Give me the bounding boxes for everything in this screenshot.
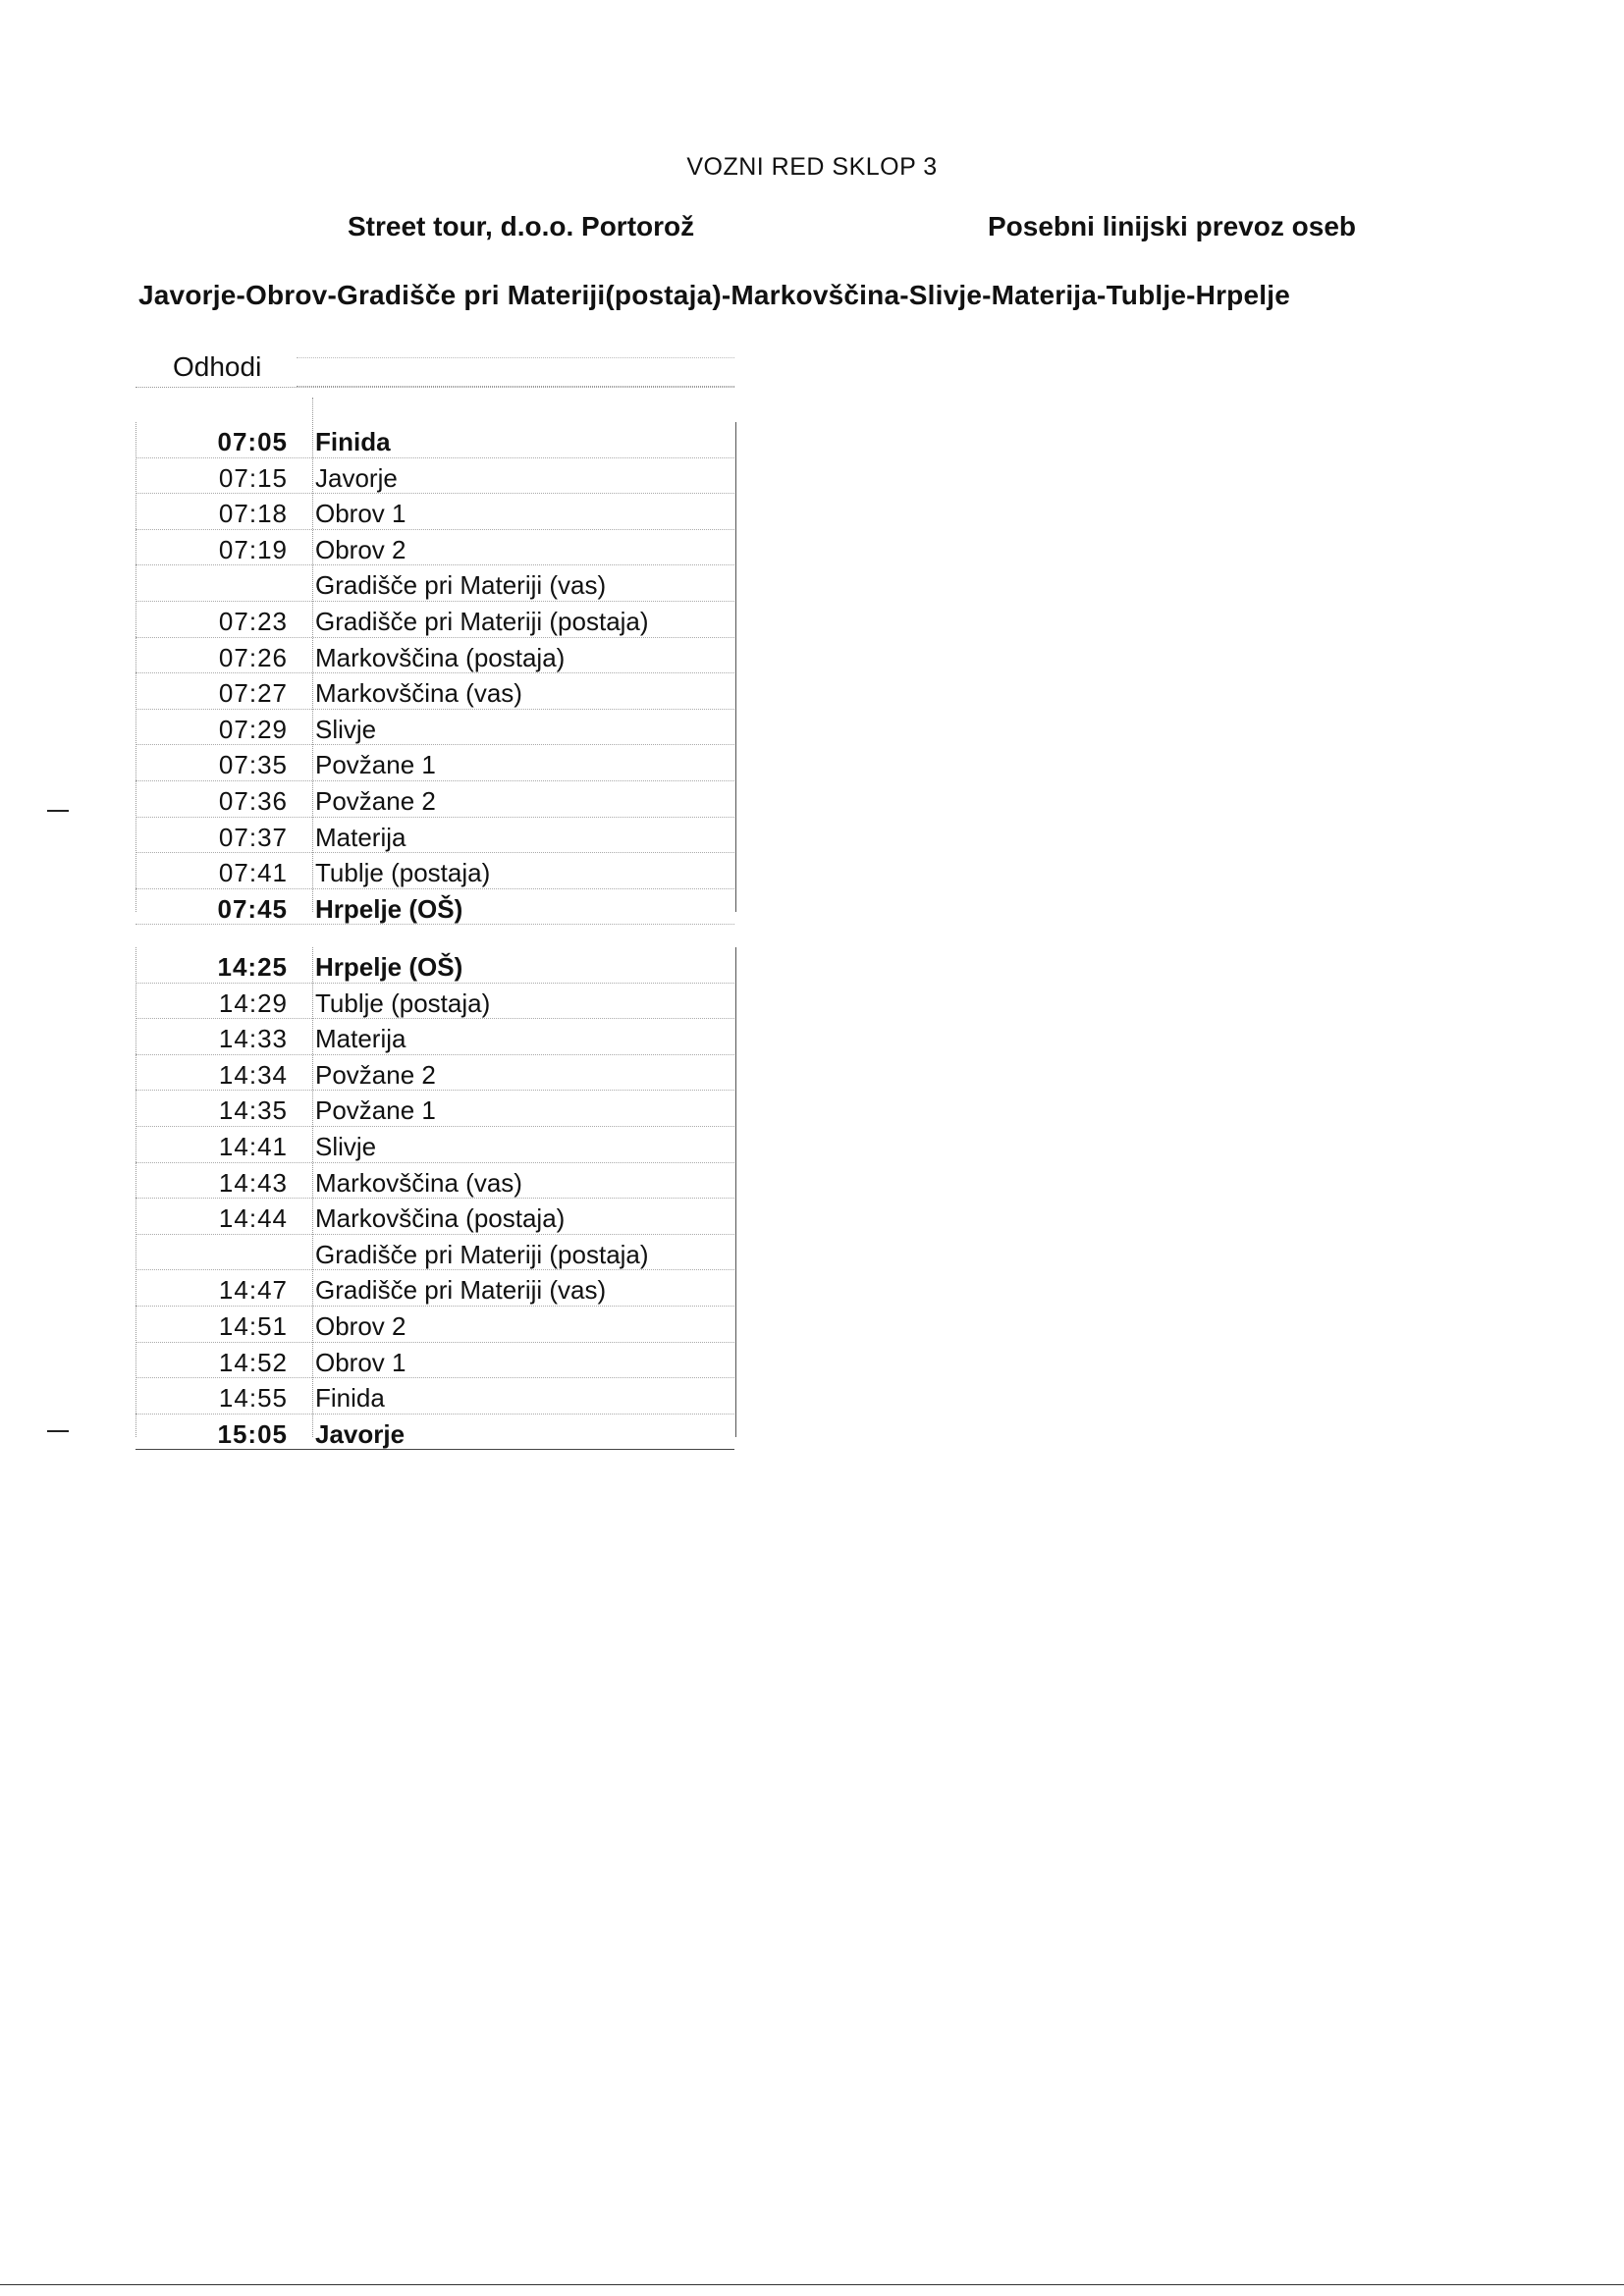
departure-time: 14:55	[218, 1383, 288, 1414]
stop-name: Materija	[315, 822, 406, 852]
table-row	[135, 565, 734, 602]
stop-name: Povžane 2	[315, 1059, 436, 1090]
departure-time: 14:35	[218, 1095, 288, 1126]
departure-time: 07:45	[217, 893, 288, 924]
stop-name: Gradišče pri Materiji (postaja)	[315, 606, 649, 636]
table-row	[135, 638, 734, 674]
stop-name: Materija	[315, 1024, 406, 1054]
table-header-box	[297, 357, 734, 387]
page-bottom-line	[0, 2284, 1624, 2285]
margin-mark-upper	[47, 810, 69, 812]
table-row	[135, 673, 734, 710]
departure-time: 14:25	[217, 952, 288, 982]
table-row	[135, 781, 734, 818]
stop-name: Finida	[315, 427, 391, 456]
table-row	[135, 1378, 734, 1415]
company-name: Street tour, d.o.o. Portorož	[348, 211, 695, 241]
morning-timetable	[135, 422, 734, 925]
table-row	[135, 1235, 734, 1271]
stop-name: Javorje	[315, 462, 398, 493]
departure-time: 07:27	[218, 678, 288, 709]
stop-name: Gradišče pri Materiji (vas)	[315, 570, 607, 601]
departure-time: 14:47	[218, 1275, 288, 1306]
departure-time: 14:33	[218, 1024, 288, 1054]
table-row	[135, 853, 734, 889]
departure-time: 14:43	[218, 1167, 288, 1198]
stop-name: Javorje	[315, 1418, 406, 1449]
departure-time: 14:41	[218, 1131, 288, 1161]
departure-time: 07:18	[218, 499, 288, 529]
departure-time: 14:51	[218, 1310, 288, 1341]
table-row	[135, 1415, 734, 1451]
table-row	[135, 1343, 734, 1379]
table-row	[135, 745, 734, 781]
table-row	[135, 1270, 734, 1307]
table-row	[135, 422, 734, 458]
stop-name: Obrov 2	[315, 534, 406, 564]
table-row	[135, 1163, 734, 1200]
departure-time: 14:34	[218, 1059, 288, 1090]
departure-time: 07:37	[218, 822, 288, 852]
stop-name: Obrov 1	[315, 1347, 406, 1377]
departure-time: 07:41	[218, 858, 288, 888]
margin-mark-lower	[47, 1430, 69, 1432]
table-row	[135, 1199, 734, 1235]
stop-name: Slivje	[315, 1131, 377, 1161]
stop-name: Markovščina (vas)	[315, 1167, 522, 1198]
departure-time: 07:19	[218, 534, 288, 564]
stop-name: Markovščina (vas)	[315, 678, 522, 709]
stop-name: Hrpelje (OŠ)	[315, 893, 463, 924]
departure-time: 07:35	[218, 750, 288, 780]
departure-time: 14:29	[218, 988, 288, 1018]
stop-name: Hrpelje (OŠ)	[315, 952, 463, 982]
stop-name: Gradišče pri Materiji (vas)	[315, 1275, 607, 1306]
stop-name: Obrov 2	[315, 1310, 406, 1341]
stop-name: Finida	[315, 1383, 385, 1414]
departure-time: 15:05	[217, 1418, 288, 1449]
service-type: Posebni linijski prevoz oseb	[988, 211, 1356, 241]
table-row	[135, 530, 734, 566]
afternoon-timetable	[135, 947, 734, 1450]
stop-name: Povžane 1	[315, 1095, 436, 1126]
departure-time: 14:44	[218, 1203, 288, 1234]
stop-name: Obrov 1	[315, 499, 406, 529]
departure-time: 07:15	[218, 462, 288, 493]
departure-time: 07:29	[218, 714, 288, 744]
stop-name: Povžane 2	[315, 785, 436, 816]
table-row	[135, 818, 734, 854]
document-title: VOZNI RED SKLOP 3	[686, 153, 938, 181]
route-description: Javorje-Obrov-Gradišče pri Materiji(postaja)-Markovščina-Slivje-Materija-Tublje-Hrpelje	[138, 280, 1290, 310]
table-row	[135, 494, 734, 530]
table-row	[135, 947, 734, 984]
departure-time: 07:23	[218, 606, 288, 636]
stop-name: Markovščina (postaja)	[315, 642, 566, 672]
stop-name: Slivje	[315, 714, 377, 744]
stop-name: Tublje (postaja)	[315, 858, 491, 888]
stop-name: Markovščina (postaja)	[315, 1203, 566, 1234]
table-header-underline	[135, 387, 734, 388]
table-row	[135, 1091, 734, 1127]
table-row	[135, 984, 734, 1020]
stop-name: Tublje (postaja)	[315, 988, 491, 1018]
departures-heading: Odhodi	[173, 351, 262, 382]
departure-time: 14:52	[218, 1347, 288, 1377]
table-row	[135, 1019, 734, 1055]
table-row	[135, 458, 734, 495]
table-row	[135, 710, 734, 746]
table-row	[135, 1307, 734, 1343]
stop-name: Gradišče pri Materiji (postaja)	[315, 1239, 649, 1269]
stop-name: Povžane 1	[315, 750, 436, 780]
table-row	[135, 602, 734, 638]
departure-time: 07:36	[218, 785, 288, 816]
departure-time: 07:05	[217, 427, 288, 456]
table-row	[135, 889, 734, 926]
table-row	[135, 1055, 734, 1092]
table-row	[135, 1127, 734, 1163]
departure-time: 07:26	[218, 642, 288, 672]
